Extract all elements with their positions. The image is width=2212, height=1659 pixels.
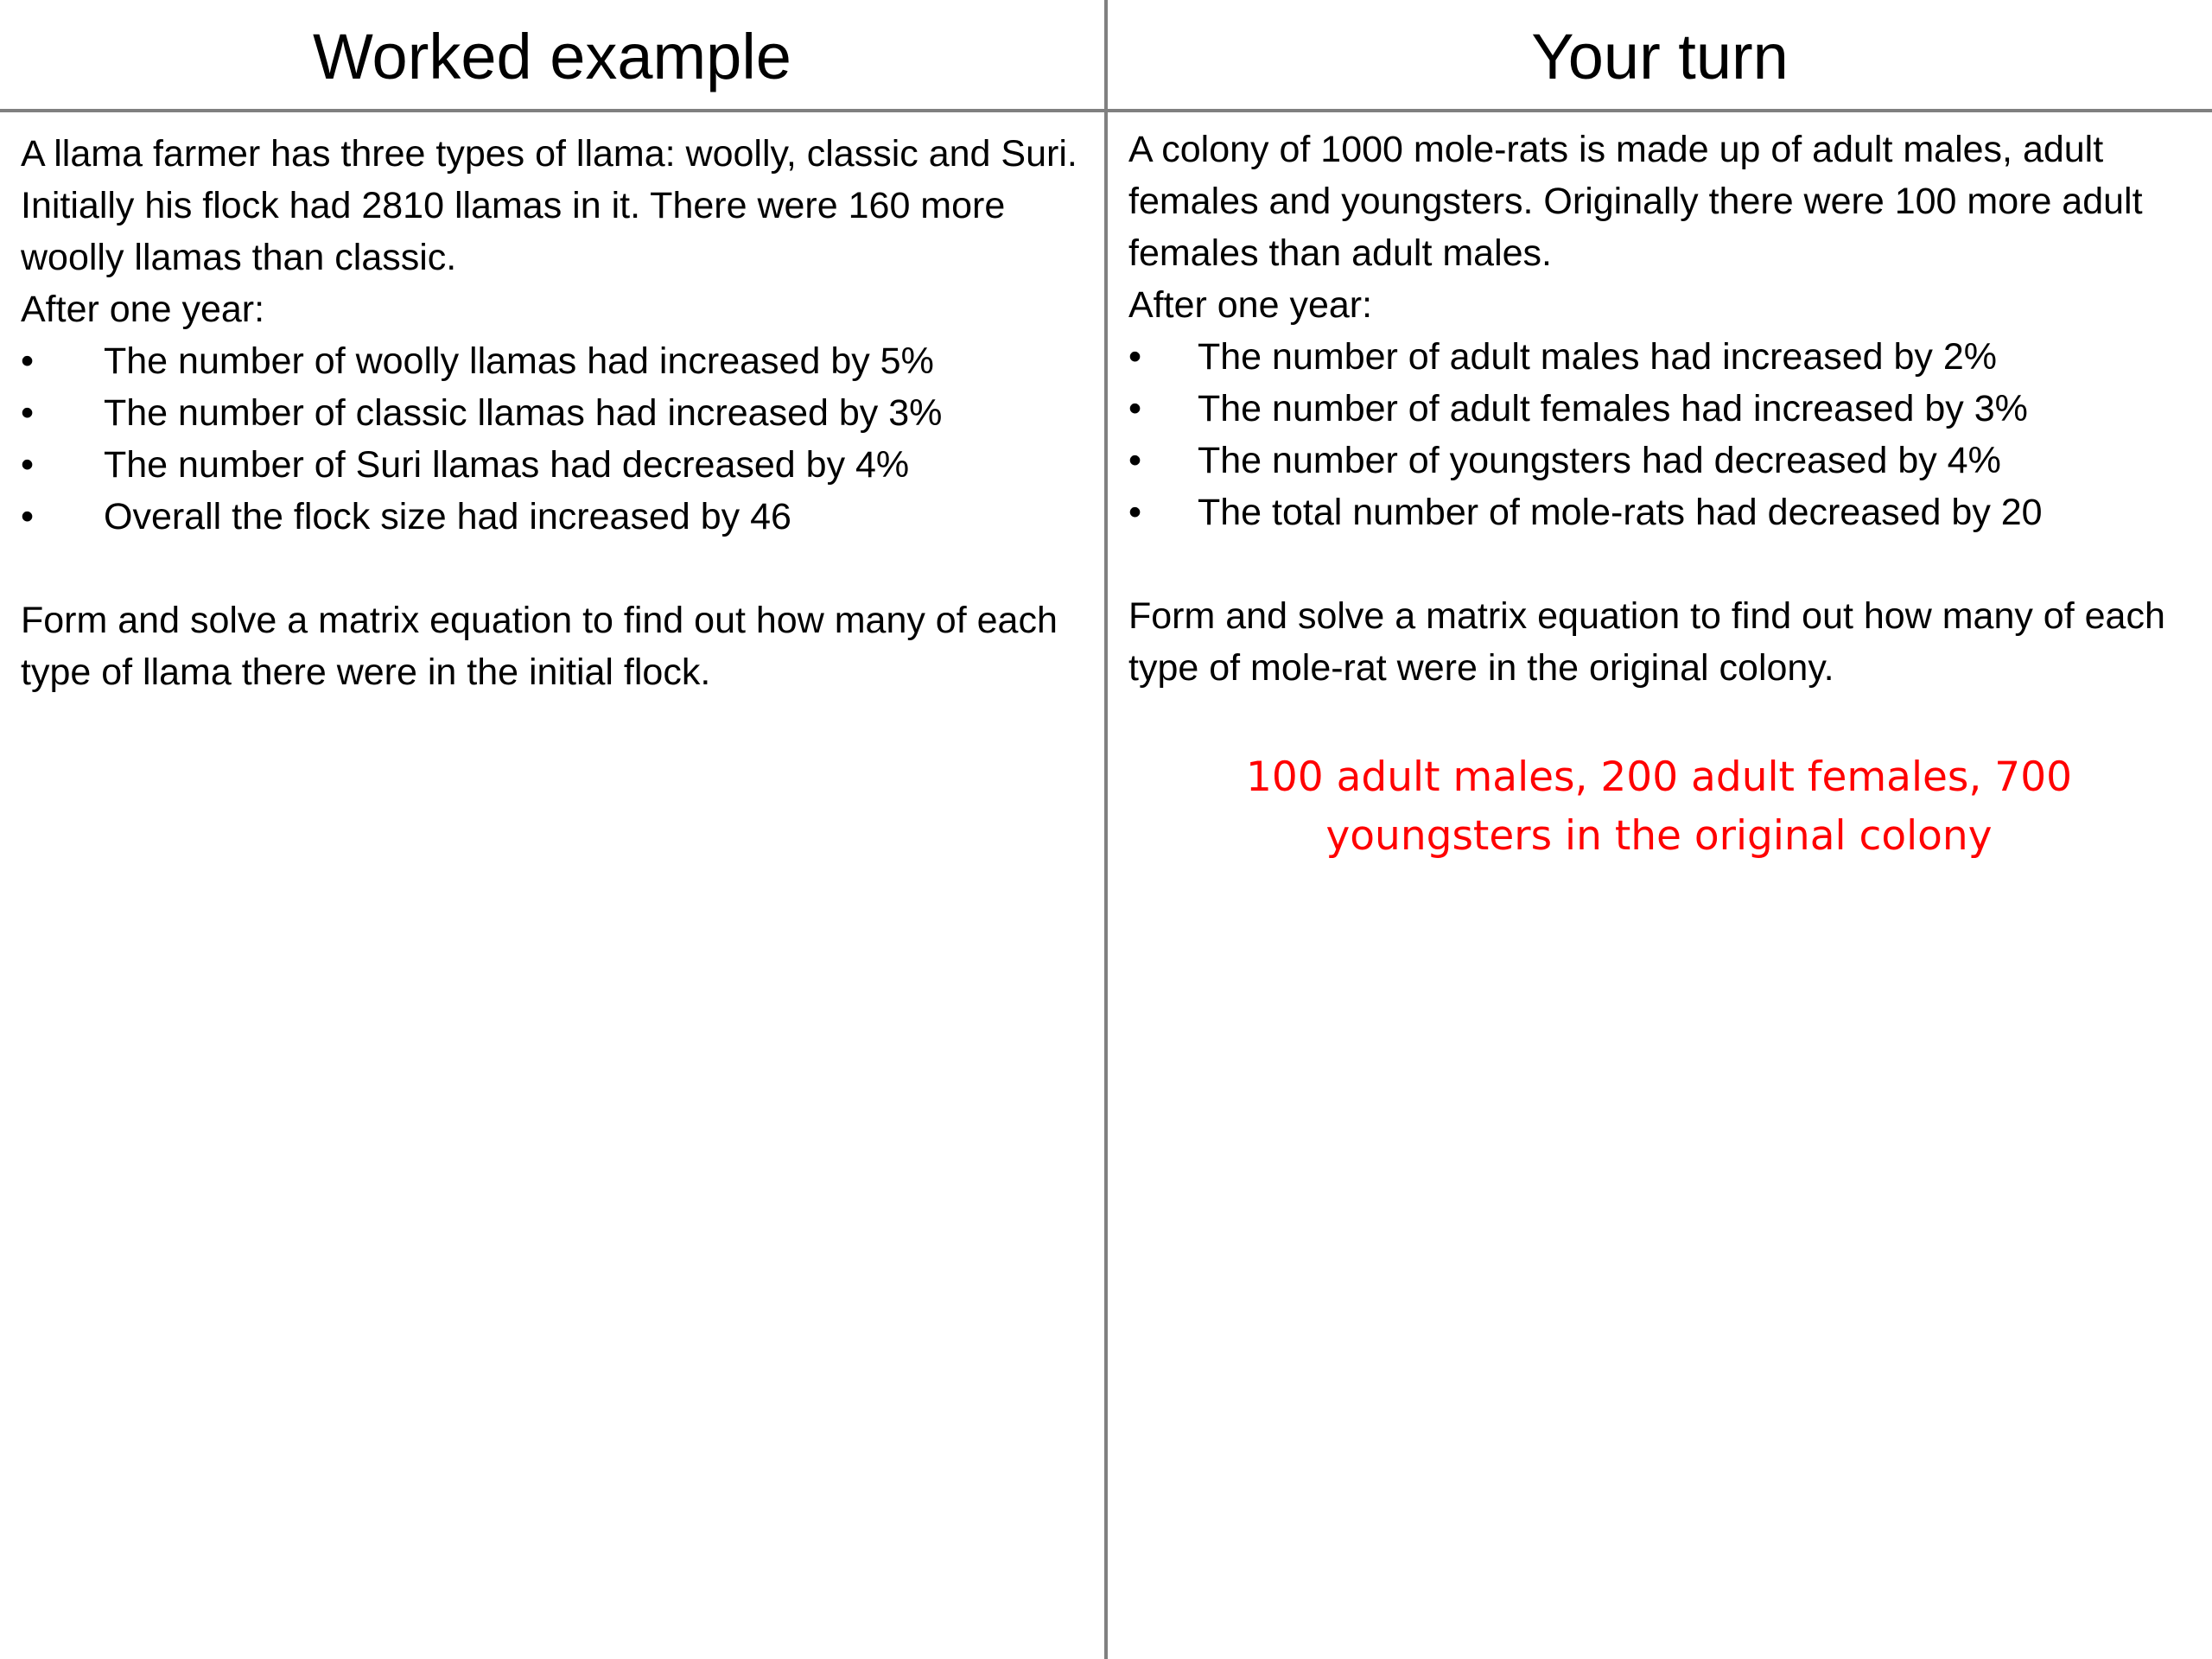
answer-text: 100 adult males, 200 adult females, 700 youngsters in the original colony — [1245, 753, 2073, 860]
list-item — [21, 387, 1092, 439]
worked-example-bullet-list — [21, 335, 1092, 543]
your-turn-intro: A colony of 1000 mole-rats is made up of adult males, adult females and youngsters. Originally there were 100 more adult females than adult males. — [1128, 129, 2143, 274]
spacer — [21, 543, 1092, 594]
worked-example-title: Worked example — [313, 21, 791, 92]
your-turn-panel — [1128, 124, 2200, 694]
bullet-icon: • — [21, 392, 35, 434]
your-turn-bullet-list — [1128, 331, 2200, 538]
your-turn-task: Form and solve a matrix equation to find out how many of each type of mole-rat were in the original colony. — [1128, 595, 2165, 689]
worked-example-task: Form and solve a matrix equation to find out how many of each type of llama there were in the initial flock. — [21, 600, 1058, 693]
list-item — [1128, 331, 2200, 383]
bullet-icon: • — [21, 496, 35, 537]
bullet-text: The number of adult females had increased by 3% — [1198, 388, 2028, 429]
worked-example-intro: A llama farmer has three types of llama: woolly, classic and Suri. Initially his flock had 2810 llamas in it. There were 160 more woolly llamas than classic. — [21, 133, 1077, 278]
bullet-text: The number of youngsters had decreased by 4% — [1198, 440, 2001, 481]
bullet-icon: • — [1128, 492, 1142, 533]
bullet-icon: • — [21, 340, 35, 382]
your-turn-title: Your turn — [1531, 21, 1789, 92]
list-item — [1128, 383, 2200, 435]
bullet-text: Overall the flock size had increased by 46 — [104, 496, 791, 537]
list-item — [1128, 435, 2200, 486]
list-item — [21, 335, 1092, 387]
bullet-text: The total number of mole-rats had decreased by 20 — [1198, 492, 2043, 533]
vertical-divider — [1104, 0, 1108, 1659]
bullet-text: The number of adult males had increased by 2% — [1198, 336, 1998, 378]
spacer — [1128, 538, 2200, 590]
list-item — [21, 439, 1092, 491]
bullet-icon: • — [1128, 336, 1142, 378]
worked-example-after-label: After one year: — [21, 289, 265, 330]
list-item — [21, 491, 1092, 543]
worked-example-panel — [21, 128, 1092, 698]
bullet-icon: • — [1128, 440, 1142, 481]
bullet-icon: • — [21, 444, 35, 486]
bullet-text: The number of Suri llamas had decreased by 4% — [104, 444, 910, 486]
your-turn-after-label: After one year: — [1128, 284, 1373, 326]
bullet-text: The number of classic llamas had increased by 3% — [104, 392, 943, 434]
bullet-icon: • — [1128, 388, 1142, 429]
bullet-text: The number of woolly llamas had increased by 5% — [104, 340, 934, 382]
list-item — [1128, 486, 2200, 538]
horizontal-divider — [0, 109, 2212, 112]
